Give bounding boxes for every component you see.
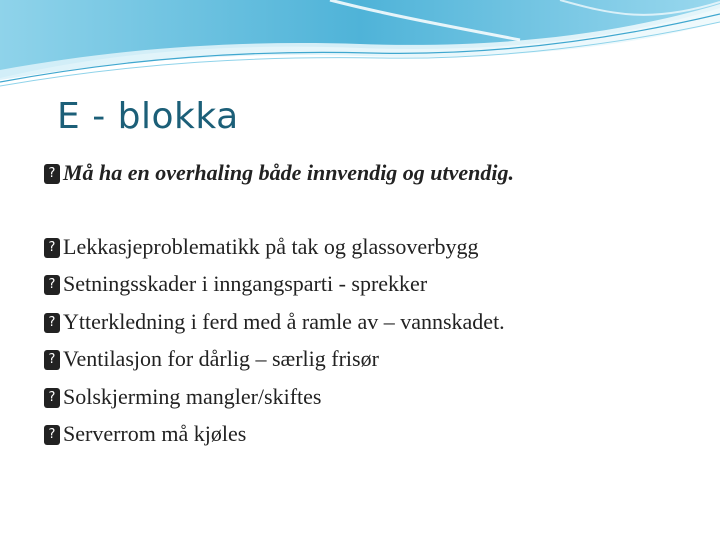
- bullet-glyph-icon: ?: [44, 275, 60, 295]
- bullet-text: Solskjerming mangler/skiftes: [63, 384, 322, 409]
- bullet-glyph-icon: ?: [44, 238, 60, 258]
- bullet-glyph-icon: ?: [44, 313, 60, 333]
- bullet-item: [44, 384, 321, 410]
- bullet-text: Ytterkledning i ferd med å ramle av – vannskadet.: [63, 309, 505, 334]
- bullet-item: [44, 160, 514, 186]
- bullet-glyph-icon: ?: [44, 164, 60, 184]
- bullet-glyph-icon: ?: [44, 388, 60, 408]
- slide-title: E - blokka: [57, 96, 239, 137]
- bullet-glyph-icon: ?: [44, 425, 60, 445]
- header-wave-decoration: [0, 0, 720, 90]
- bullet-item: [44, 421, 246, 447]
- bullet-text: Må ha en overhaling både innvendig og utvendig.: [63, 160, 515, 185]
- bullet-text: Serverrom må kjøles: [63, 421, 247, 446]
- bullet-item: [44, 346, 379, 372]
- bullet-item: [44, 271, 427, 297]
- bullet-item: [44, 309, 505, 335]
- bullet-text: Ventilasjon for dårlig – særlig frisør: [63, 346, 379, 371]
- bullet-text: Lekkasjeproblematikk på tak og glassoverbygg: [63, 234, 479, 259]
- bullet-glyph-icon: ?: [44, 350, 60, 370]
- bullet-text: Setningsskader i inngangsparti - sprekker: [63, 271, 428, 296]
- bullet-item: [44, 234, 478, 260]
